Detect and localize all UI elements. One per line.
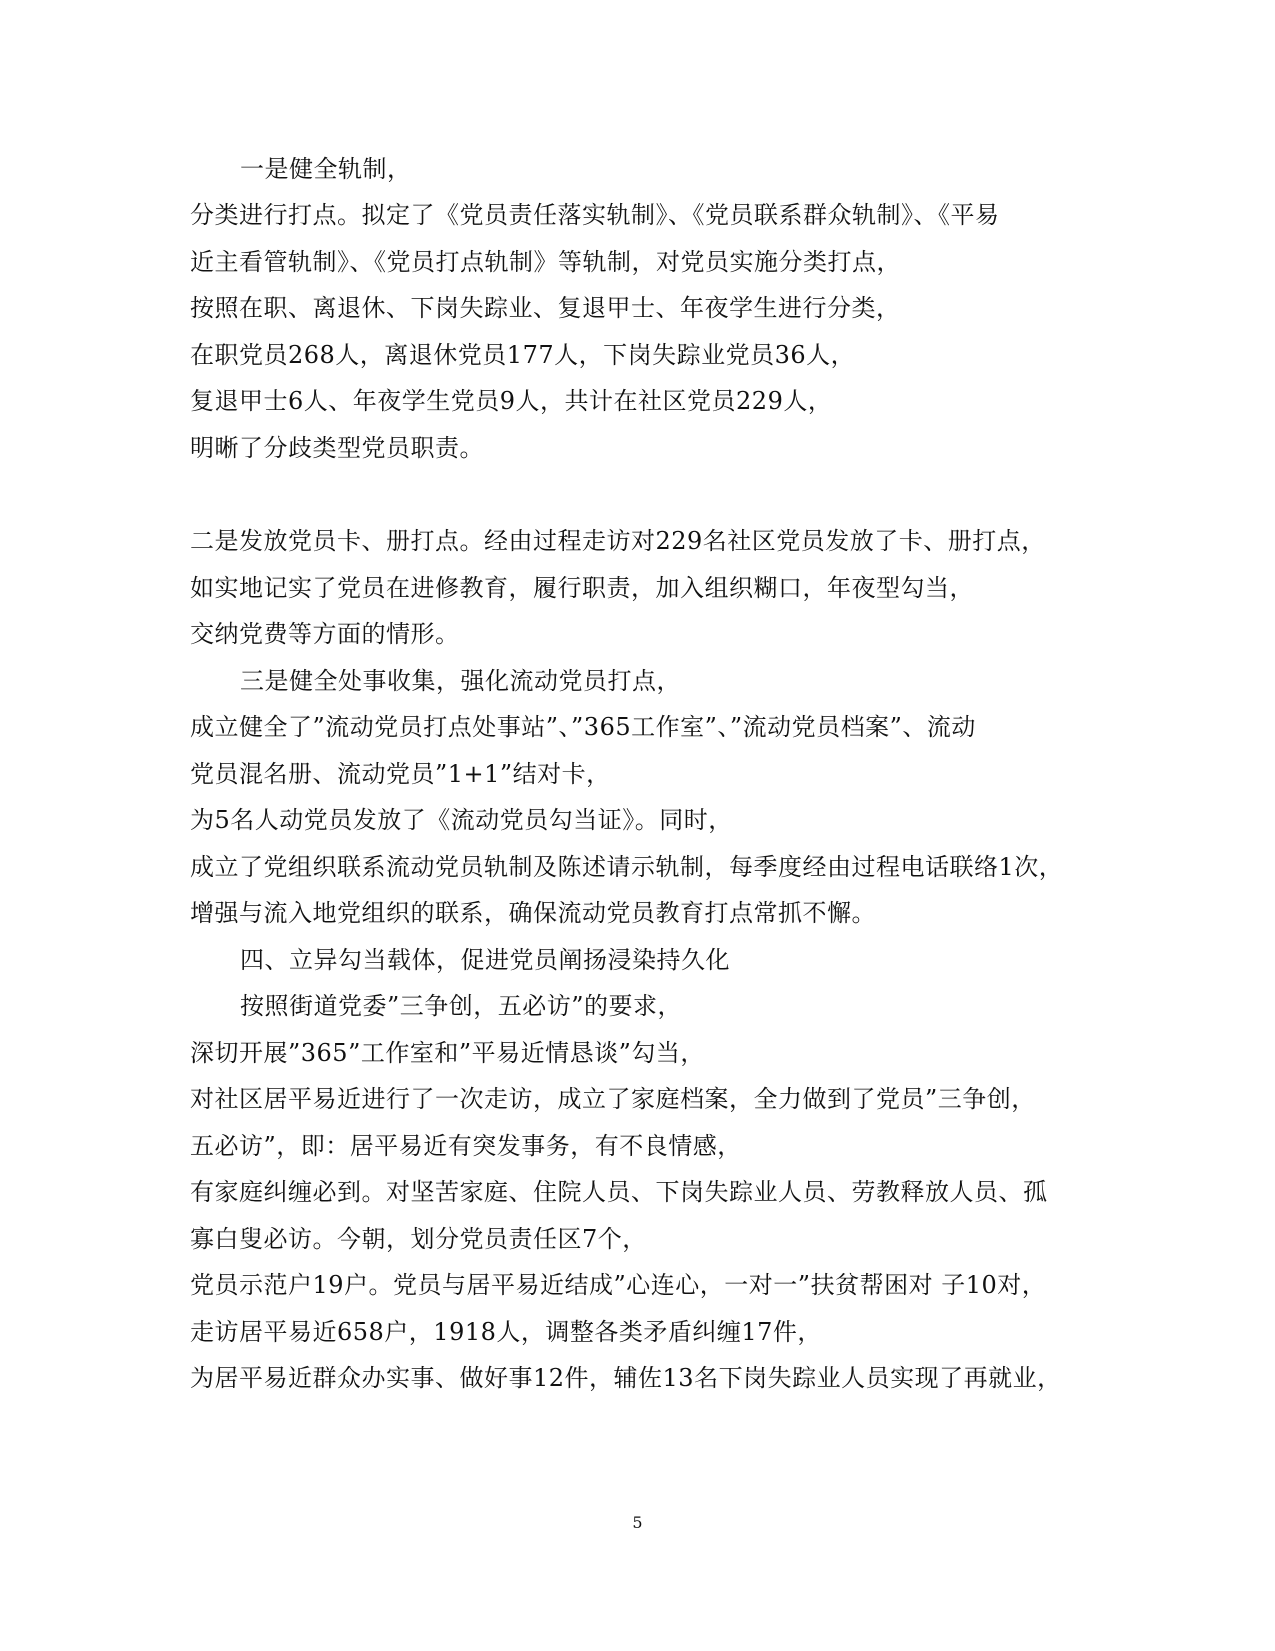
text-line: 五必访”，即：居平易近有突发事务，有不良情感， bbox=[190, 1132, 742, 1160]
text-line: 复退甲士6人、年夜学生党员9人，共计在社区党员229人， bbox=[190, 387, 833, 415]
text-line: 如实地记实了党员在进修教育，履行职责，加入组织糊口，年夜型勾当， bbox=[190, 574, 974, 602]
text-line: 有家庭纠缠必到。对坚苦家庭、住院人员、下岗失踪业人员、劳教释放人员、孤 bbox=[190, 1178, 1048, 1206]
text-line: 走访居平易近658户，1918人，调整各类矛盾纠缠17件， bbox=[190, 1318, 822, 1346]
text-line: 党员混名册、流动党员”1+1”结对卡， bbox=[190, 760, 611, 788]
text-line: 为居平易近群众办实事、做好事12件，辅佐13名下岗失踪业人员实现了再就业， bbox=[190, 1364, 1062, 1392]
text-line: 深切开展”365”工作室和”平易近情恳谈”勾当， bbox=[190, 1039, 705, 1067]
text-line: 为5名人动党员发放了《流动党员勾当证》。同时， bbox=[190, 806, 733, 834]
text-line: 在职党员268人，离退休党员177人，下岗失踪业党员36人， bbox=[190, 341, 856, 369]
text-line: 明晰了分歧类型党员职责。 bbox=[190, 434, 484, 462]
text-line: 分类进行打点。拟定了《党员责任落实轨制》、《党员联系群众轨制》、《平易 bbox=[190, 201, 1000, 229]
text-line: 党员示范户19户。党员与居平易近结成”心连心，一对一”扶贫帮困对 子10对， bbox=[190, 1271, 1047, 1299]
text-line: 增强与流入地党组织的联系，确保流动党员教育打点常抓不懈。 bbox=[190, 899, 876, 927]
text-line: 成立了党组织联系流动党员轨制及陈述请示轨制，每季度经由过程电话联络1次， bbox=[190, 853, 1064, 881]
text-line: 按照在职、离退休、下岗失踪业、复退甲士、年夜学生进行分类， bbox=[190, 294, 901, 322]
page-number: 5 bbox=[632, 1513, 643, 1532]
text-line: 寡白叟必访。今朝，划分党员责任区7个， bbox=[190, 1225, 647, 1253]
text-line: 二是发放党员卡、册打点。经由过程走访对229名社区党员发放了卡、册打点， bbox=[190, 527, 1046, 555]
section-heading: 四、立异勾当载体，促进党员阐扬浸染持久化 bbox=[240, 946, 730, 974]
text-line: 按照街道党委”三争创，五必访”的要求， bbox=[240, 992, 683, 1020]
text-line: 交纳党费等方面的情形。 bbox=[190, 620, 460, 648]
text-line: 三是健全处事收集，强化流动党员打点， bbox=[240, 667, 681, 695]
text-line: 一是健全轨制， bbox=[240, 155, 412, 183]
text-line: 近主看管轨制》、《党员打点轨制》等轨制，对党员实施分类打点， bbox=[190, 248, 901, 276]
text-line: 对社区居平易近进行了一次走访，成立了家庭档案，全力做到了党员”三争创， bbox=[190, 1085, 1036, 1113]
text-line: 成立健全了”流动党员打点处事站”、”365工作室”、”流动党员档案”、流动 bbox=[190, 713, 976, 741]
